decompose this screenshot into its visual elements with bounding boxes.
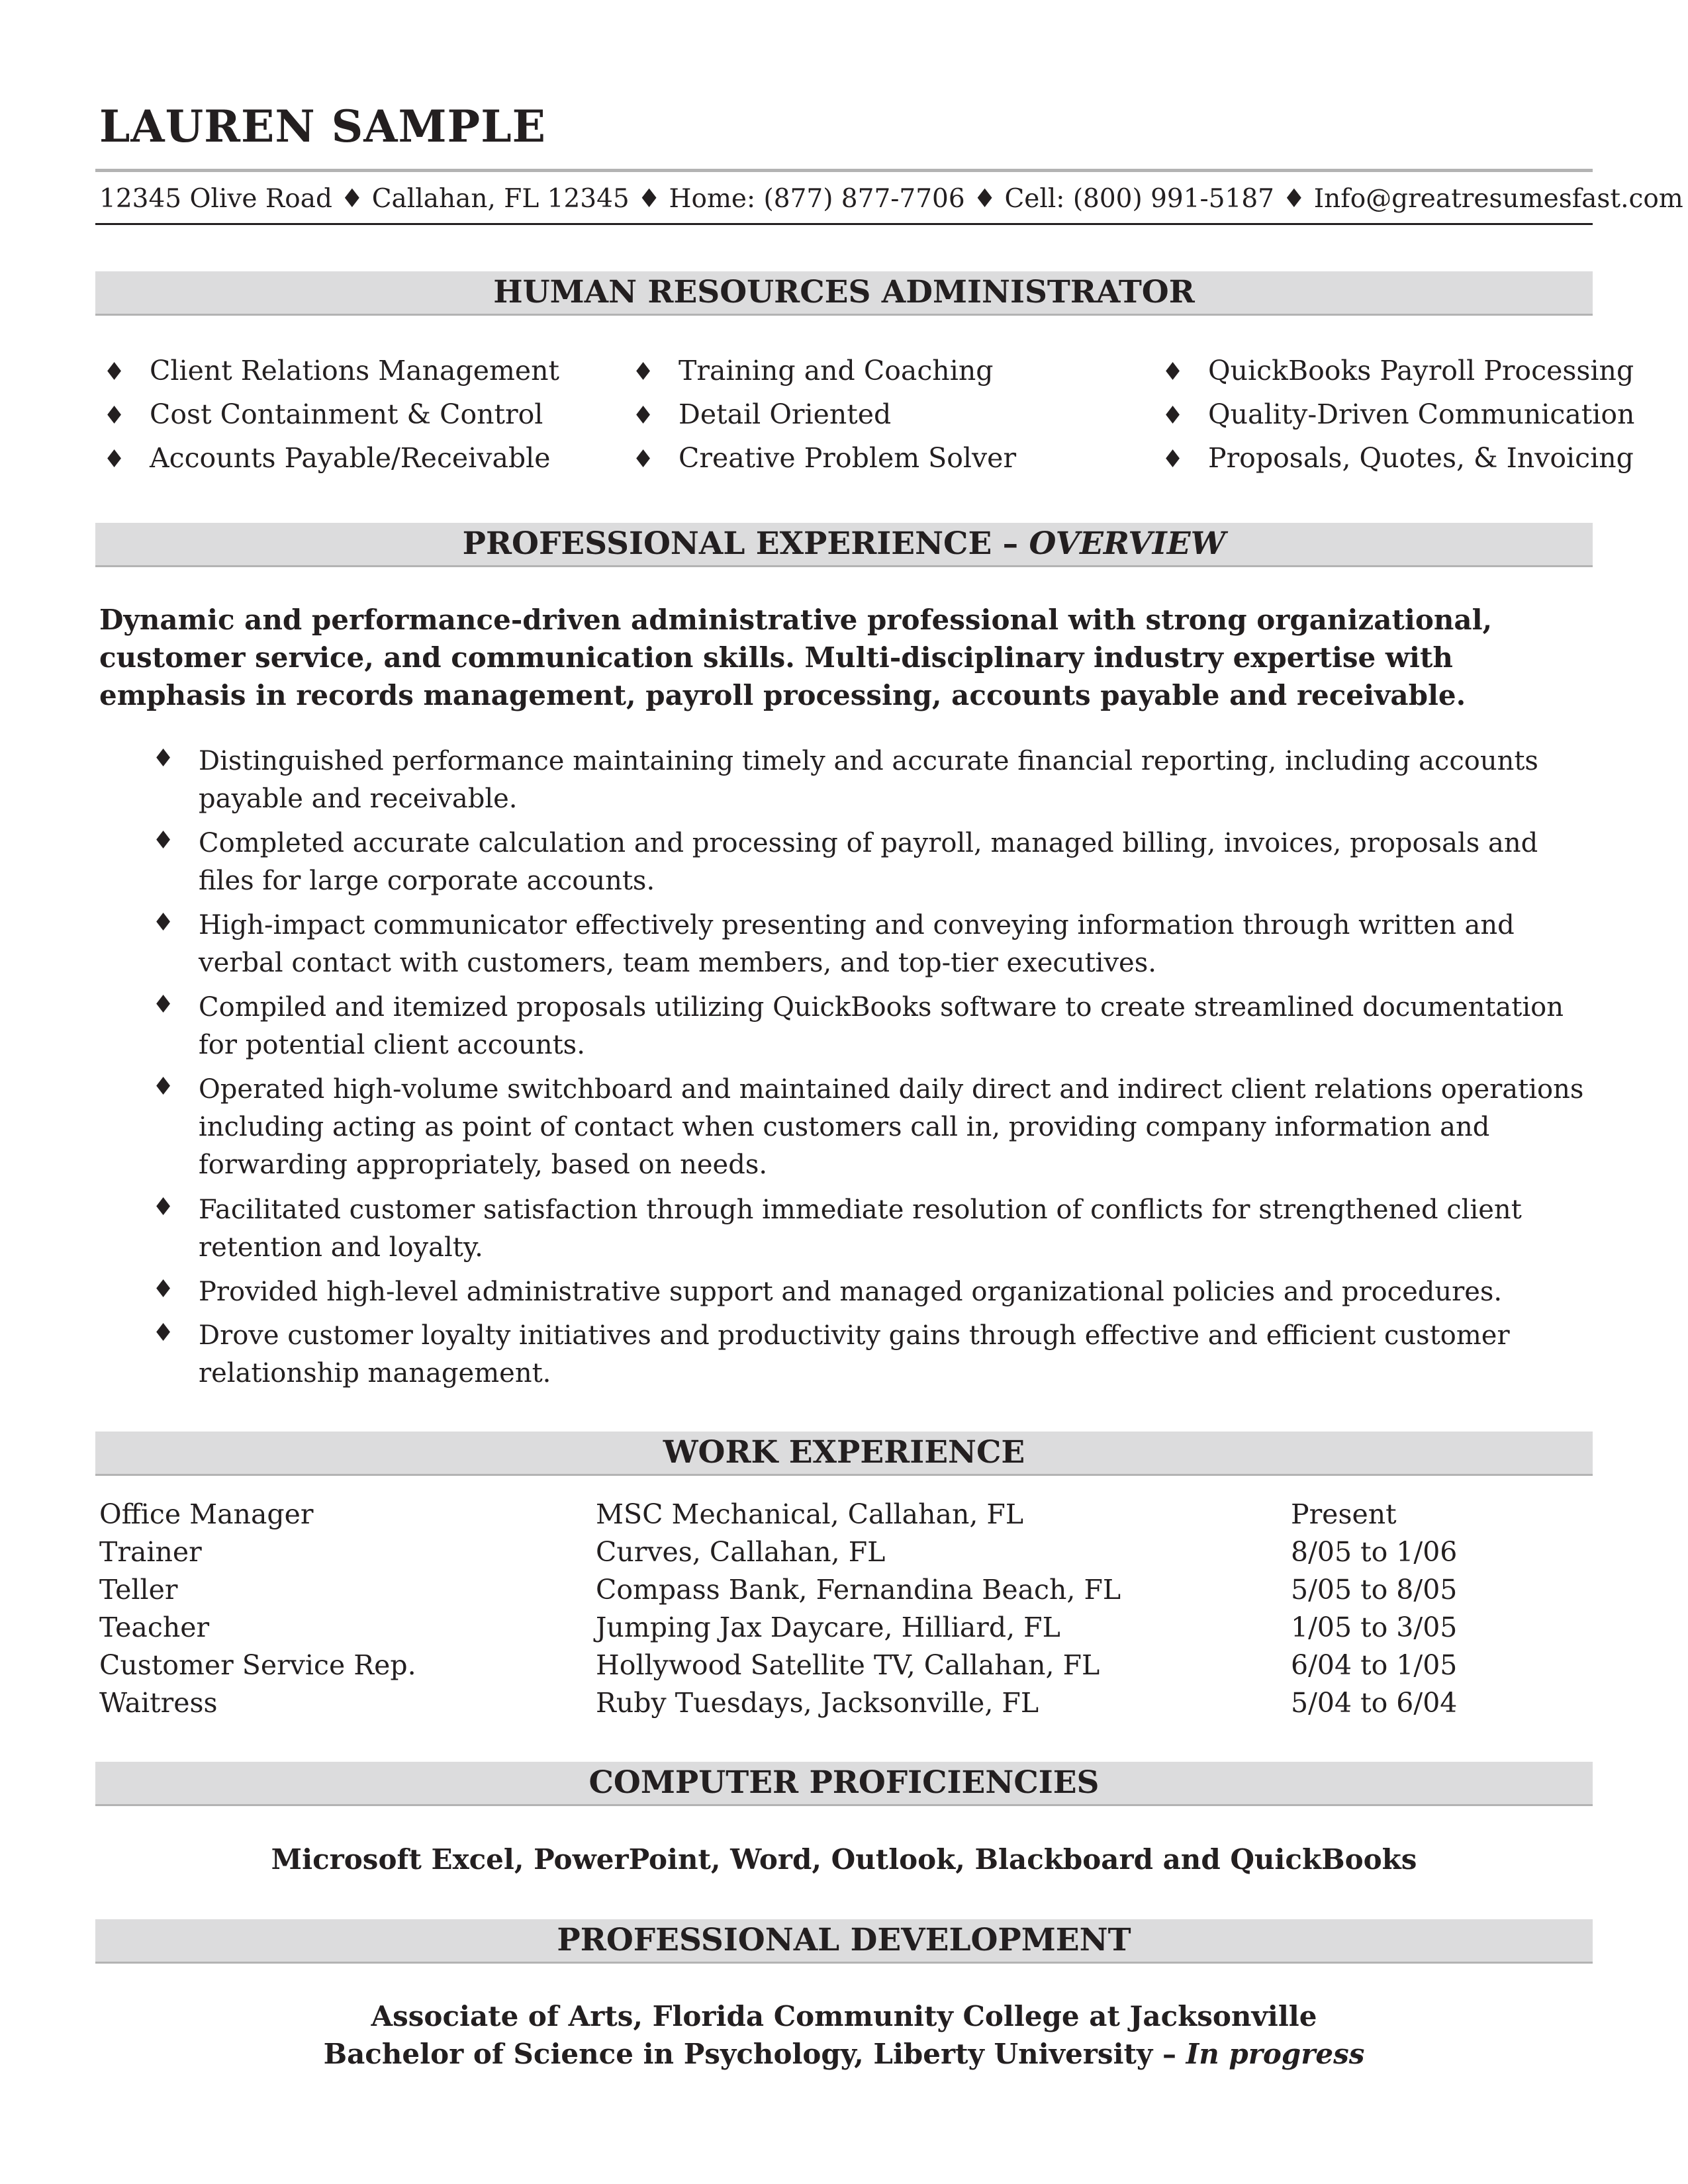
section-work-band <box>95 1432 1593 1476</box>
diamond-bullet-icon: ♦ <box>103 357 126 386</box>
education-text: Bachelor of Science in Psychology, Liberty University – <box>323 2038 1186 2070</box>
diamond-bullet-icon: ♦ <box>1162 445 1184 473</box>
skills-grid <box>0 355 1688 494</box>
section-title: HUMAN RESOURCES ADMINISTRATOR <box>493 274 1195 310</box>
section-work-title: WORK EXPERIENCE <box>663 1434 1025 1471</box>
education-line: Associate of Arts, Florida Community College at Jacksonville <box>371 2000 1317 2032</box>
candidate-name: LAUREN SAMPLE <box>99 101 546 152</box>
skill-item: Detail Oriented <box>679 398 892 430</box>
job-dates: Present <box>1291 1498 1397 1530</box>
skill-item: Quality-Driven Communication <box>1208 398 1635 430</box>
job-company: Curves, Callahan, FL <box>596 1536 886 1568</box>
job-dates: 5/04 to 6/04 <box>1291 1687 1458 1719</box>
achievement-text: Provided high-level administrative support and managed organizational policies and procedures. <box>199 1277 1503 1307</box>
contact-line: 12345 Olive Road ♦ Callahan, FL 12345 ♦ Home: (877) 877-7706 ♦ Cell: (800) 991-5187 ♦ Info@greatresumesfast.com <box>99 184 1683 214</box>
achievement-text: High-impact communicator effectively presenting and conveying information through written and verbal contact with customers, team members, and top-tier executives. <box>199 910 1515 978</box>
section-overview-title: PROFESSIONAL EXPERIENCE – <box>462 525 1029 562</box>
education-line <box>95 2038 1593 2070</box>
section-development-band <box>95 1919 1593 1964</box>
diamond-bullet-icon: ♦ <box>103 445 126 473</box>
job-title: Office Manager <box>99 1498 314 1530</box>
computer-skills: Microsoft Excel, PowerPoint, Word, Outlook, Blackboard and QuickBooks <box>271 1843 1417 1876</box>
achievement-text: Distinguished performance maintaining timely and accurate financial reporting, including accounts payable and receivable. <box>199 746 1538 814</box>
job-title: Waitress <box>99 1687 218 1719</box>
diamond-bullet-icon: ♦ <box>152 826 175 854</box>
diamond-bullet-icon: ♦ <box>632 357 655 386</box>
job-dates: 1/05 to 3/05 <box>1291 1612 1458 1643</box>
diamond-bullet-icon: ♦ <box>152 990 175 1019</box>
achievement-text: Facilitated customer satisfaction through immediate resolution of conflicts for strengthened client retention and loyalty. <box>199 1195 1522 1263</box>
diamond-bullet-icon: ♦ <box>103 401 126 430</box>
diamond-bullet-icon: ♦ <box>152 1275 175 1303</box>
achievement-text: Drove customer loyalty initiatives and productivity gains through effective and efficient customer relationship management. <box>199 1320 1510 1388</box>
job-company: Hollywood Satellite TV, Callahan, FL <box>596 1649 1100 1681</box>
section-overview-title-italic: OVERVIEW <box>1029 525 1226 562</box>
diamond-bullet-icon: ♦ <box>152 1318 175 1347</box>
education-status: In progress <box>1186 2038 1365 2070</box>
job-dates: 6/04 to 1/05 <box>1291 1649 1458 1681</box>
job-company: Compass Bank, Fernandina Beach, FL <box>596 1574 1121 1606</box>
skill-item: Training and Coaching <box>679 355 994 387</box>
diamond-bullet-icon: ♦ <box>1162 401 1184 430</box>
job-title: Trainer <box>99 1536 202 1568</box>
summary-paragraph: Dynamic and performance-driven administrative professional with strong organizational, customer service, and communication skills. Multi-disciplinary industry expertise with emphasis in records management, payroll processing, accounts payable and receivable. <box>99 604 1493 711</box>
header-rule <box>95 169 1593 172</box>
diamond-bullet-icon: ♦ <box>152 1072 175 1101</box>
section-computer-band <box>95 1762 1593 1806</box>
skill-item: Client Relations Management <box>150 355 560 387</box>
job-title: Customer Service Rep. <box>99 1649 416 1681</box>
section-computer-title: COMPUTER PROFICIENCIES <box>588 1764 1100 1801</box>
achievement-text: Operated high-volume switchboard and maintained daily direct and indirect client relations operations including acting as point of contact when customers call in, providing company information and forwarding appropriately, based on needs. <box>199 1074 1584 1180</box>
contact-rule <box>95 223 1593 225</box>
job-dates: 8/05 to 1/06 <box>1291 1536 1458 1568</box>
diamond-bullet-icon: ♦ <box>152 744 175 772</box>
section-overview-band <box>95 523 1593 567</box>
job-company: MSC Mechanical, Callahan, FL <box>596 1498 1024 1530</box>
job-dates: 5/05 to 8/05 <box>1291 1574 1458 1606</box>
job-company: Ruby Tuesdays, Jacksonville, FL <box>596 1687 1039 1719</box>
achievement-text: Compiled and itemized proposals utilizing QuickBooks software to create streamlined documentation for potential client accounts. <box>199 992 1564 1060</box>
diamond-bullet-icon: ♦ <box>152 1193 175 1221</box>
skill-item: QuickBooks Payroll Processing <box>1208 355 1634 387</box>
job-title: Teller <box>99 1574 178 1606</box>
diamond-bullet-icon: ♦ <box>632 445 655 473</box>
diamond-bullet-icon: ♦ <box>632 401 655 430</box>
achievement-text: Completed accurate calculation and processing of payroll, managed billing, invoices, proposals and files for large corporate accounts. <box>199 828 1538 896</box>
skill-item: Creative Problem Solver <box>679 442 1017 474</box>
section-development-title: PROFESSIONAL DEVELOPMENT <box>557 1922 1131 1958</box>
skill-item: Cost Containment & Control <box>150 398 543 430</box>
job-title: Teacher <box>99 1612 210 1643</box>
diamond-bullet-icon: ♦ <box>152 908 175 936</box>
skill-item: Proposals, Quotes, & Invoicing <box>1208 442 1634 474</box>
section-title-band <box>95 271 1593 316</box>
skill-item: Accounts Payable/Receivable <box>150 442 551 474</box>
job-company: Jumping Jax Daycare, Hilliard, FL <box>596 1612 1060 1643</box>
diamond-bullet-icon: ♦ <box>1162 357 1184 386</box>
